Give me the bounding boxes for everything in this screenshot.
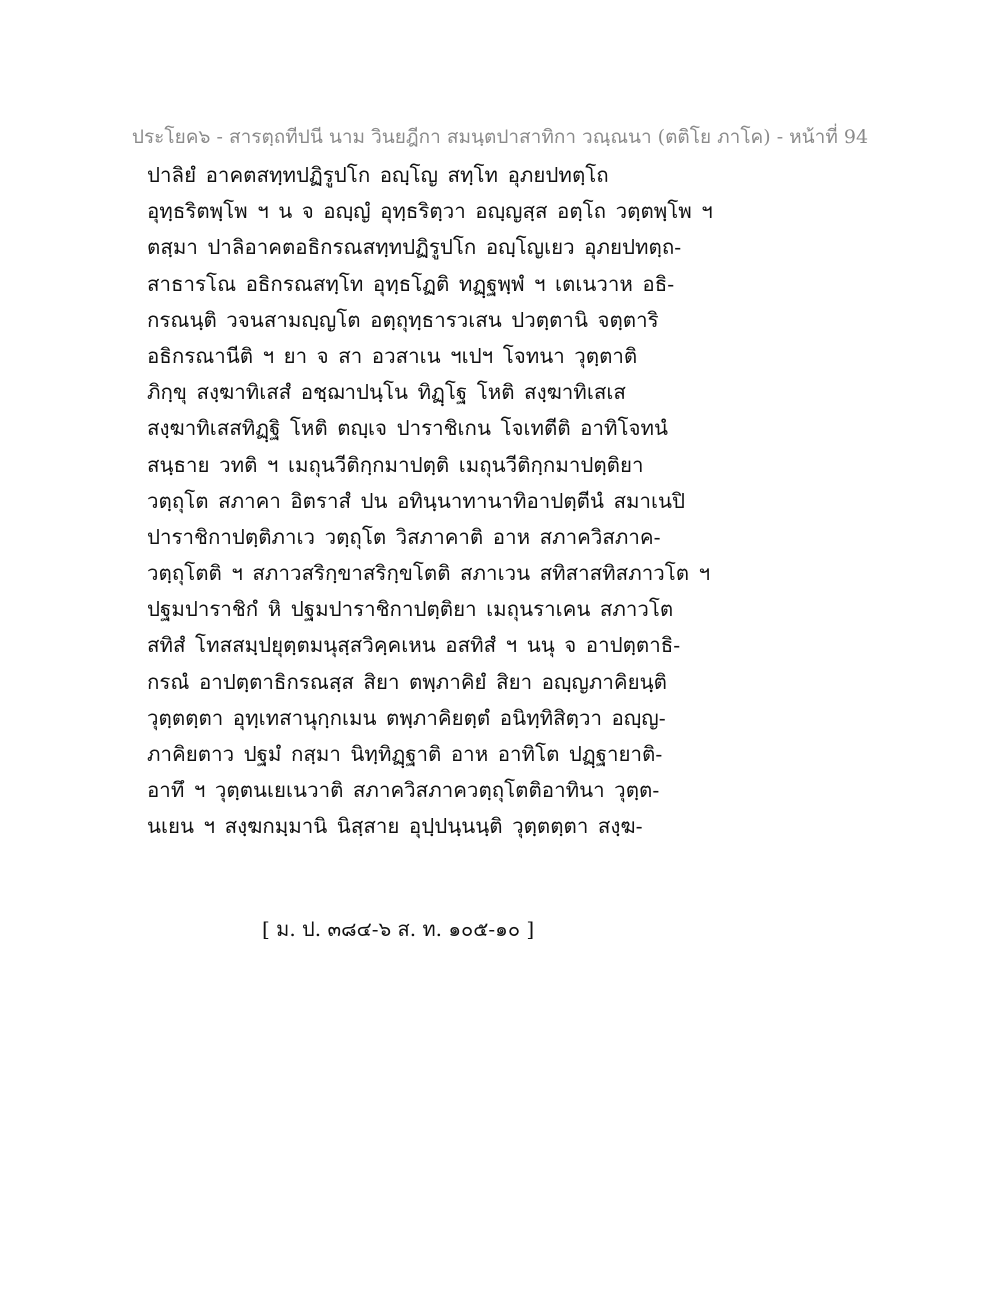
- text-line: นเยน ฯ สงฺฆกมฺมานิ นิสฺสาย อุปฺปนฺนนฺติ วุตฺตตฺตา สงฺฆ-: [147, 814, 643, 839]
- text-line: อุทฺธริตพฺโพ ฯ น จ อญฺญํ อุทฺธริตฺวา อญฺญสฺส อตฺโถ วตฺตพฺโพ ฯ: [147, 199, 713, 224]
- citation-reference: [ ม. ป. ๓๘๔-๖ ส. ท. ๑๐๕-๑๐ ]: [262, 917, 535, 941]
- running-header-text: ประโยค๖ - สารตฺถทีปนี นาม วินยฎีกา สมนฺตปาสาทิกา วณฺณนา (ตติโย ภาโค) - หน้าที่ 94: [131, 126, 869, 148]
- text-line: ภาคิยตาว ปฐมํ กสฺมา นิทฺทิฏฺฐาติ อาห อาทิโต ปฏฺฐายาติ-: [147, 742, 663, 766]
- text-line: สงฺฆาทิเสสทิฏฺฐิ โหติ ตญฺเจ ปาราชิเกน โจเทตีติ อาทิโจทนํ: [147, 416, 669, 441]
- text-line: ตสฺมา ปาลิอาคตอธิกรณสทฺทปฏิรูปโก อญฺโญเยว อุภยปทตฺถ-: [147, 235, 682, 260]
- text-line: สนฺธาย วทติ ฯ เมถุนวีติกฺกมาปตฺติ เมถุนวีติกฺกมาปตฺติยา: [147, 452, 644, 477]
- text-line: อาทึ ฯ วุตฺตนเยเนวาติ สภาควิสภาควตฺถุโตติอาทินา วุตฺต-: [147, 778, 660, 803]
- text-line: กรณํ อาปตฺตาธิกรณสฺส สิยา ตพฺภาคิยํ สิยา อญฺญภาคิยนฺติ: [147, 669, 667, 694]
- body-text: [147, 157, 713, 845]
- text-line: ภิกฺขุ สงฺฆาทิเสสํ อชฺฌาปนฺโน ทิฏฺโฐ โหติ สงฺฆาทิเสเส: [147, 380, 626, 405]
- text-line: สทิสํ โทสสมฺปยุตฺตมนุสฺสวิคฺคเหน อสทิสํ ฯ นนุ จ อาปตฺตาธิ-: [147, 633, 681, 658]
- text-line: สาธารโณ อธิกรณสทฺโท อุทฺธโฏติ ทฏฺฐพฺพํ ฯ เตเนวาห อธิ-: [147, 271, 675, 296]
- text-line: ปาลิยํ อาคตสทฺทปฏิรูปโก อญฺโญ สทฺโท อุภยปทตฺโถ: [147, 163, 609, 187]
- text-line: วตฺถุโตติ ฯ สภาวสริกฺขาสริกฺขโตติ สภาเวน สทิสาสทิสภาวโต ฯ: [147, 561, 711, 586]
- page-header: [0, 122, 1000, 152]
- text-line: ปาราชิกาปตฺติภาเว วตฺถุโต วิสภาคาติ อาห สภาควิสภาค-: [147, 524, 661, 549]
- text-line: วุตฺตตฺตา อุทฺเทสานุกฺกเมน ตพฺภาคิยตฺตํ อนิทฺทิสิตฺวา อญฺญ-: [147, 705, 666, 730]
- text-line: วตฺถุโต สภาคา อิตราสํ ปน อทินฺนาทานาทิอาปตฺตีนํ สมาเนปิ: [147, 488, 686, 513]
- text-line: ปฐมปาราชิกํ หิ ปฐมปาราชิกาปตฺติยา เมถุนราเคน สภาวโต: [147, 597, 674, 622]
- text-line: อธิกรณานีติ ฯ ยา จ สา อวสาเน ฯเปฯ โจทนา วุตฺตาติ: [147, 343, 638, 368]
- text-line: กรณนฺติ วจนสามญฺญโต อตฺถุทฺธารวเสน ปวตฺตานิ จตฺตาริ: [147, 307, 659, 332]
